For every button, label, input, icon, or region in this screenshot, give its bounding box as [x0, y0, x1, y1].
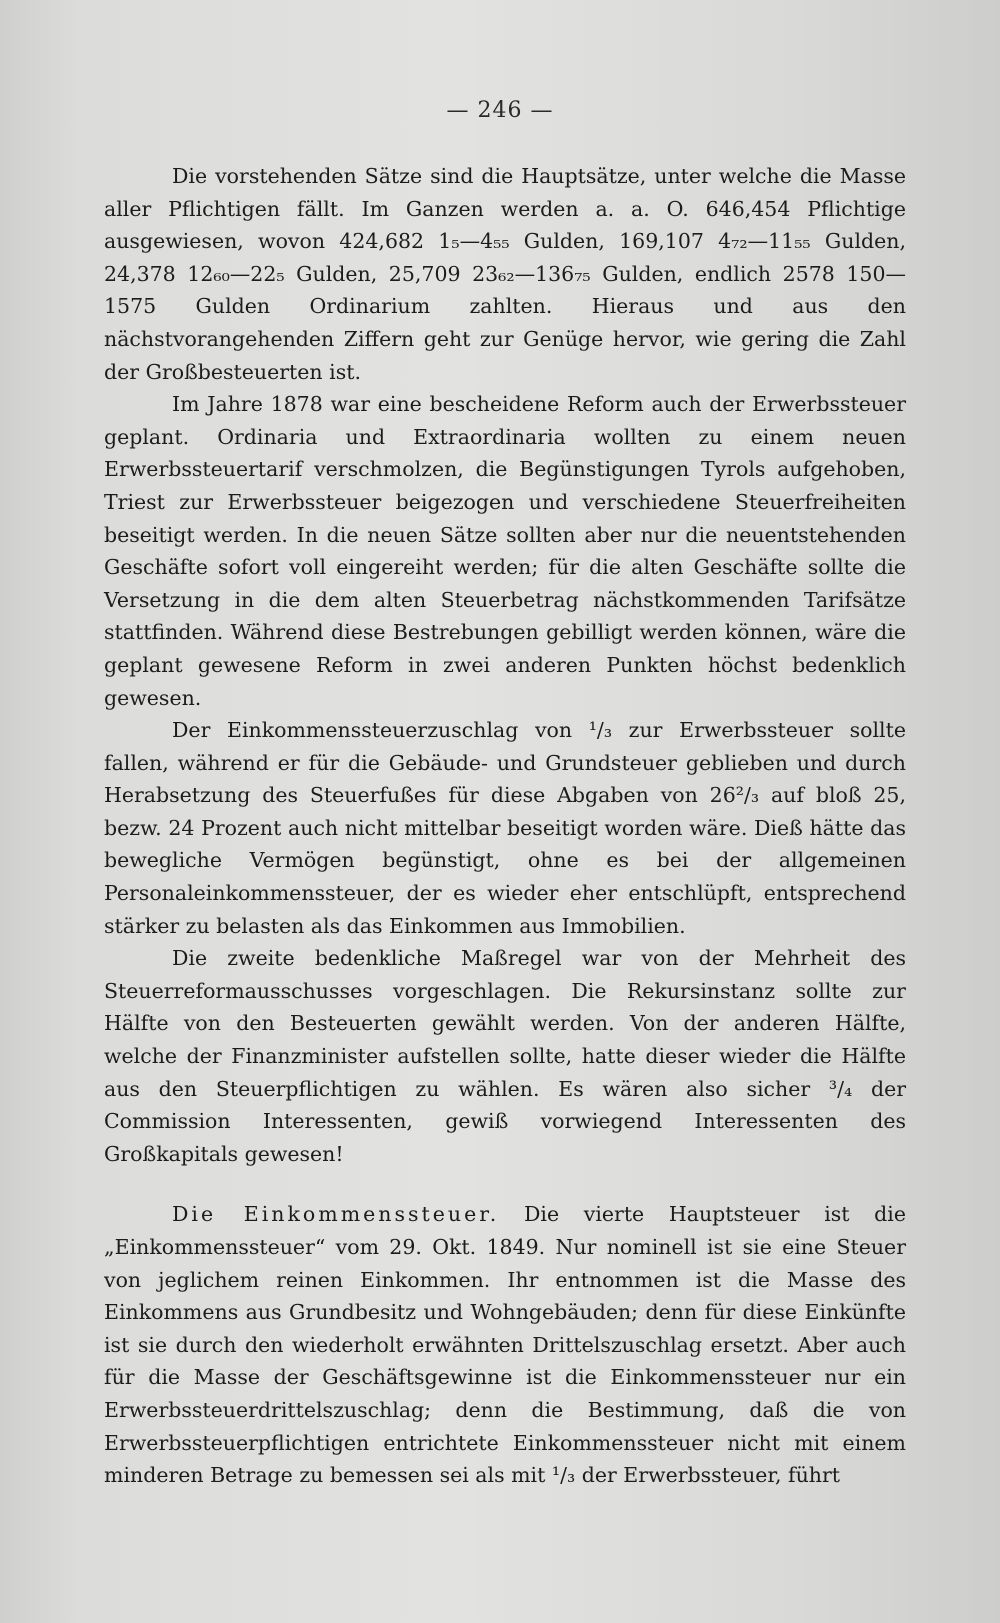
paragraph-2: Im Jahre 1878 war eine bescheidene Reform auch der Erwerbssteuer geplant. Ordinaria und Extraordinaria wollten zu einem neuen Erwerbssteuertarif verschmolzen, die Begünstigungen Tyrols aufgehoben, Triest zur Erwerbssteuer beigezogen und verschiedene Steuerfreiheiten beseitigt werden. In die neuen Sätze sollten aber nur die neuentstehenden Geschäfte sofort voll eingereiht werden; für die alten Geschäfte sollte die Versetzung in die dem alten Steuerbetrag nächstkommenden Tarifsätze stattfinden. Während diese Bestrebungen gebilligt werden können, wäre die geplant gewesene Reform in zwei anderen Punkten höchst bedenklich gewesen. — [104, 392, 906, 710]
paragraph-1: Die vorstehenden Sätze sind die Hauptsätze, unter welche die Masse aller Pflichtigen fällt. Im Ganzen werden a. a. O. 646,454 Pflichtige ausgewiesen, wovon 424,682 1₅—4₅₅ Gulden, 169,107 4₇₂—11₅₅ Gulden, 24,378 12₆₀—22₅ Gulden, 25,709 23₆₂—136₇₅ Gulden, endlich 2578 150—1575 Gulden Ordinarium zahlten. Hieraus und aus den nächstvorangehenden Ziffern geht zur Genüge hervor, wie gering die Zahl der Großbesteuerten ist. — [104, 164, 906, 384]
paragraph-4: Die zweite bedenkliche Maßregel war von der Mehrheit des Steuerreformausschusses vorgeschlagen. Die Rekursinstanz sollte zur Hälfte von den Besteuerten gewählt werden. Von der anderen Hälfte, welche der Finanzminister aufstellen sollte, hatte dieser wieder die Hälfte aus den Steuerpflichtigen zu wählen. Es wären also sicher ³/₄ der Commission Interessenten, gewiß vorwiegend Interessenten des Großkapitals gewesen! — [104, 946, 906, 1166]
body-text — [104, 160, 906, 1492]
paragraph-3: Der Einkommenssteuerzuschlag von ¹/₃ zur Erwerbssteuer sollte fallen, während er für die Gebäude- und Grundsteuer geblieben und durch Herabsetzung des Steuerfußes für diese Abgaben von 26²/₃ auf bloß 25, bezw. 24 Prozent auch nicht mittelbar beseitigt worden wäre. Dieß hätte das bewegliche Vermögen begünstigt, ohne es bei der allgemeinen Personaleinkommenssteuer, der es wieder eher entschlüpft, entsprechend stärker zu belasten als das Einkommen aus Immobilien. — [104, 718, 906, 938]
paragraph-5 — [104, 1198, 906, 1491]
paragraph-5-text: Die vierte Hauptsteuer ist die „Einkommenssteuer“ vom 29. Okt. 1849. Nur nominell ist sie eine Steuer von jeglichem reinen Einkommen. Ihr entnommen ist die Masse des Einkommens aus Grundbesitz und Wohngebäuden; denn für diese Einkünfte ist sie durch den wiederholt erwähnten Drittelszuschlag ersetzt. Aber auch für die Masse der Geschäftsgewinne ist die Einkommenssteuer nur ein Erwerbssteuerdrittelszuschlag; denn die Bestimmung, daß die von Erwerbssteuerpflichtigen entrichtete Einkommenssteuer nicht mit einem minderen Betrage zu bemessen sei als mit ¹/₃ der Erwerbssteuer, führt — [104, 1202, 906, 1488]
page-number: — 246 — — [446, 98, 554, 123]
section-heading: Die Einkommenssteuer. — [172, 1202, 500, 1227]
